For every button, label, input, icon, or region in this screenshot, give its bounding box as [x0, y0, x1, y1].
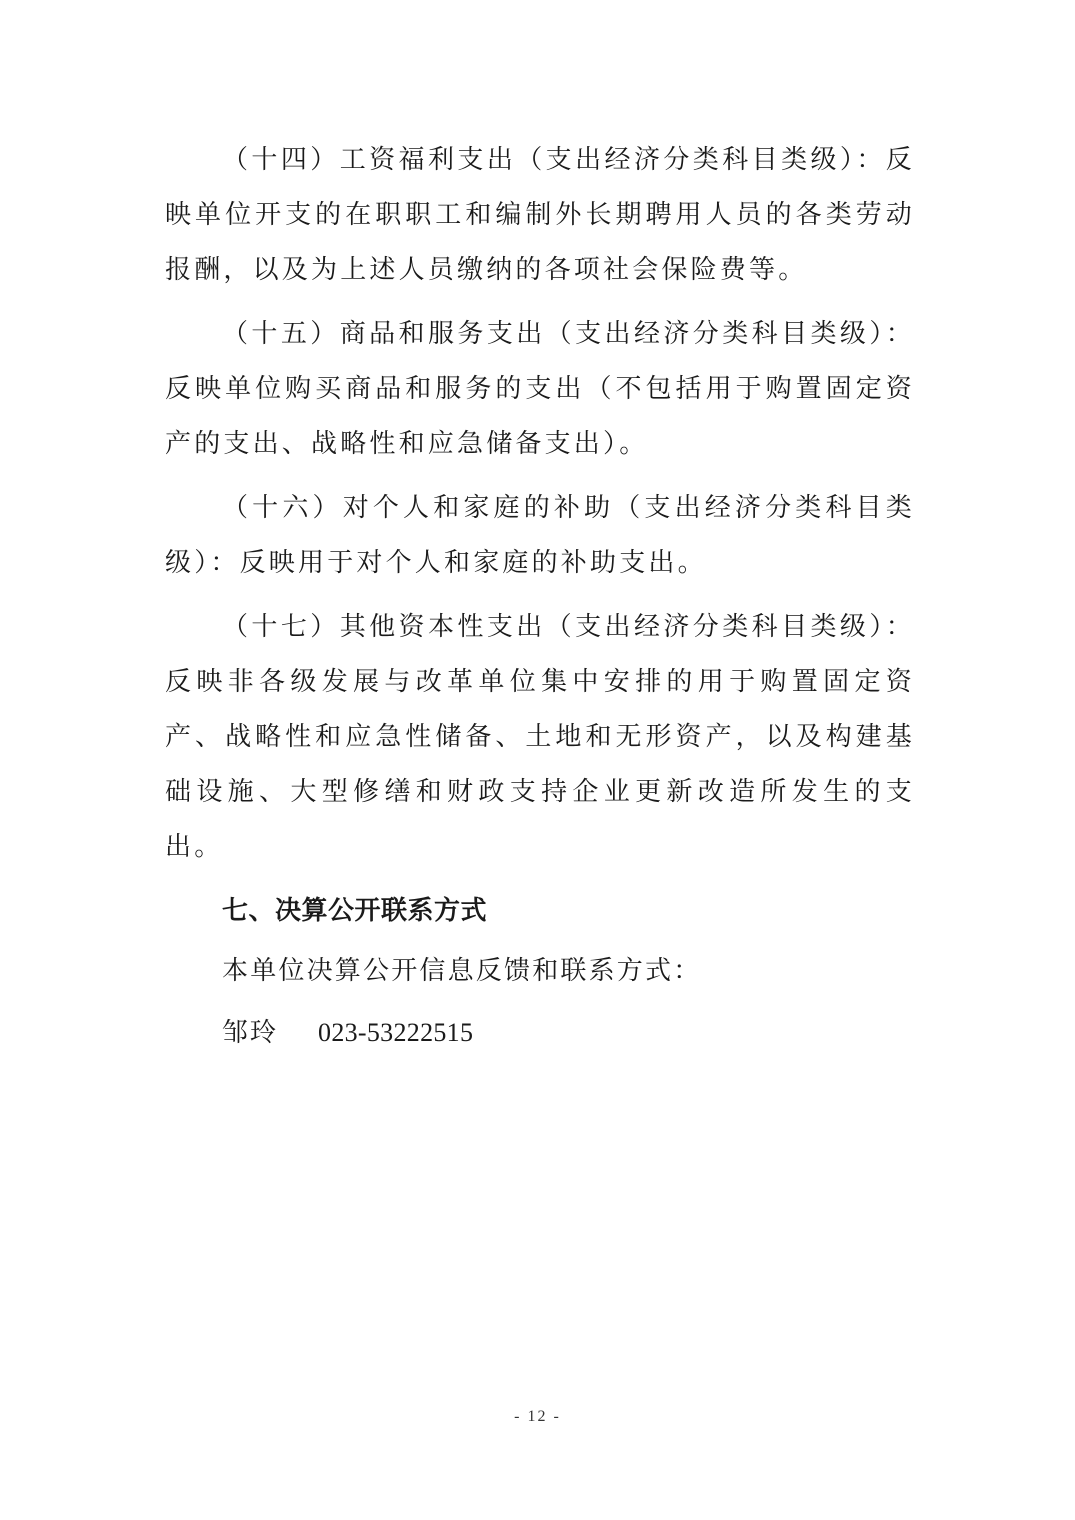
- page-content: [165, 133, 915, 1062]
- paragraph-household-subsidy: （十六）对个人和家庭的补助（支出经济分类科目类级）：反映用于对个人和家庭的补助支出。: [165, 493, 915, 578]
- contact-phone: 023-53222515: [318, 1018, 474, 1047]
- page-number: - 12 -: [514, 1408, 561, 1425]
- contact-name: 邹玲: [222, 1018, 279, 1048]
- paragraph-other-capital: （十七）其他资本性支出（支出经济分类科目类级）：反映非各级发展与改革单位集中安排的用于购置固定资产、战略性和应急性储备、土地和无形资产，以及构建基础设施、大型修缮和财政支持企业更新改造所发生的支出。: [165, 612, 915, 862]
- section-heading: 七、决算公开联系方式: [222, 896, 488, 926]
- paragraph-goods-services: （十五）商品和服务支出（支出经济分类科目类级）：反映单位购买商品和服务的支出（不包括用于购置固定资产的支出、战略性和应急储备支出）。: [165, 319, 915, 459]
- contact-line: [165, 1004, 915, 1062]
- contact-intro: 本单位决算公开信息反馈和联系方式：: [222, 956, 702, 986]
- paragraph-wage-welfare: （十四）工资福利支出（支出经济分类科目类级）：反映单位开支的在职职工和编制外长期聘用人员的各类劳动报酬，以及为上述人员缴纳的各项社会保险费等。: [165, 145, 915, 285]
